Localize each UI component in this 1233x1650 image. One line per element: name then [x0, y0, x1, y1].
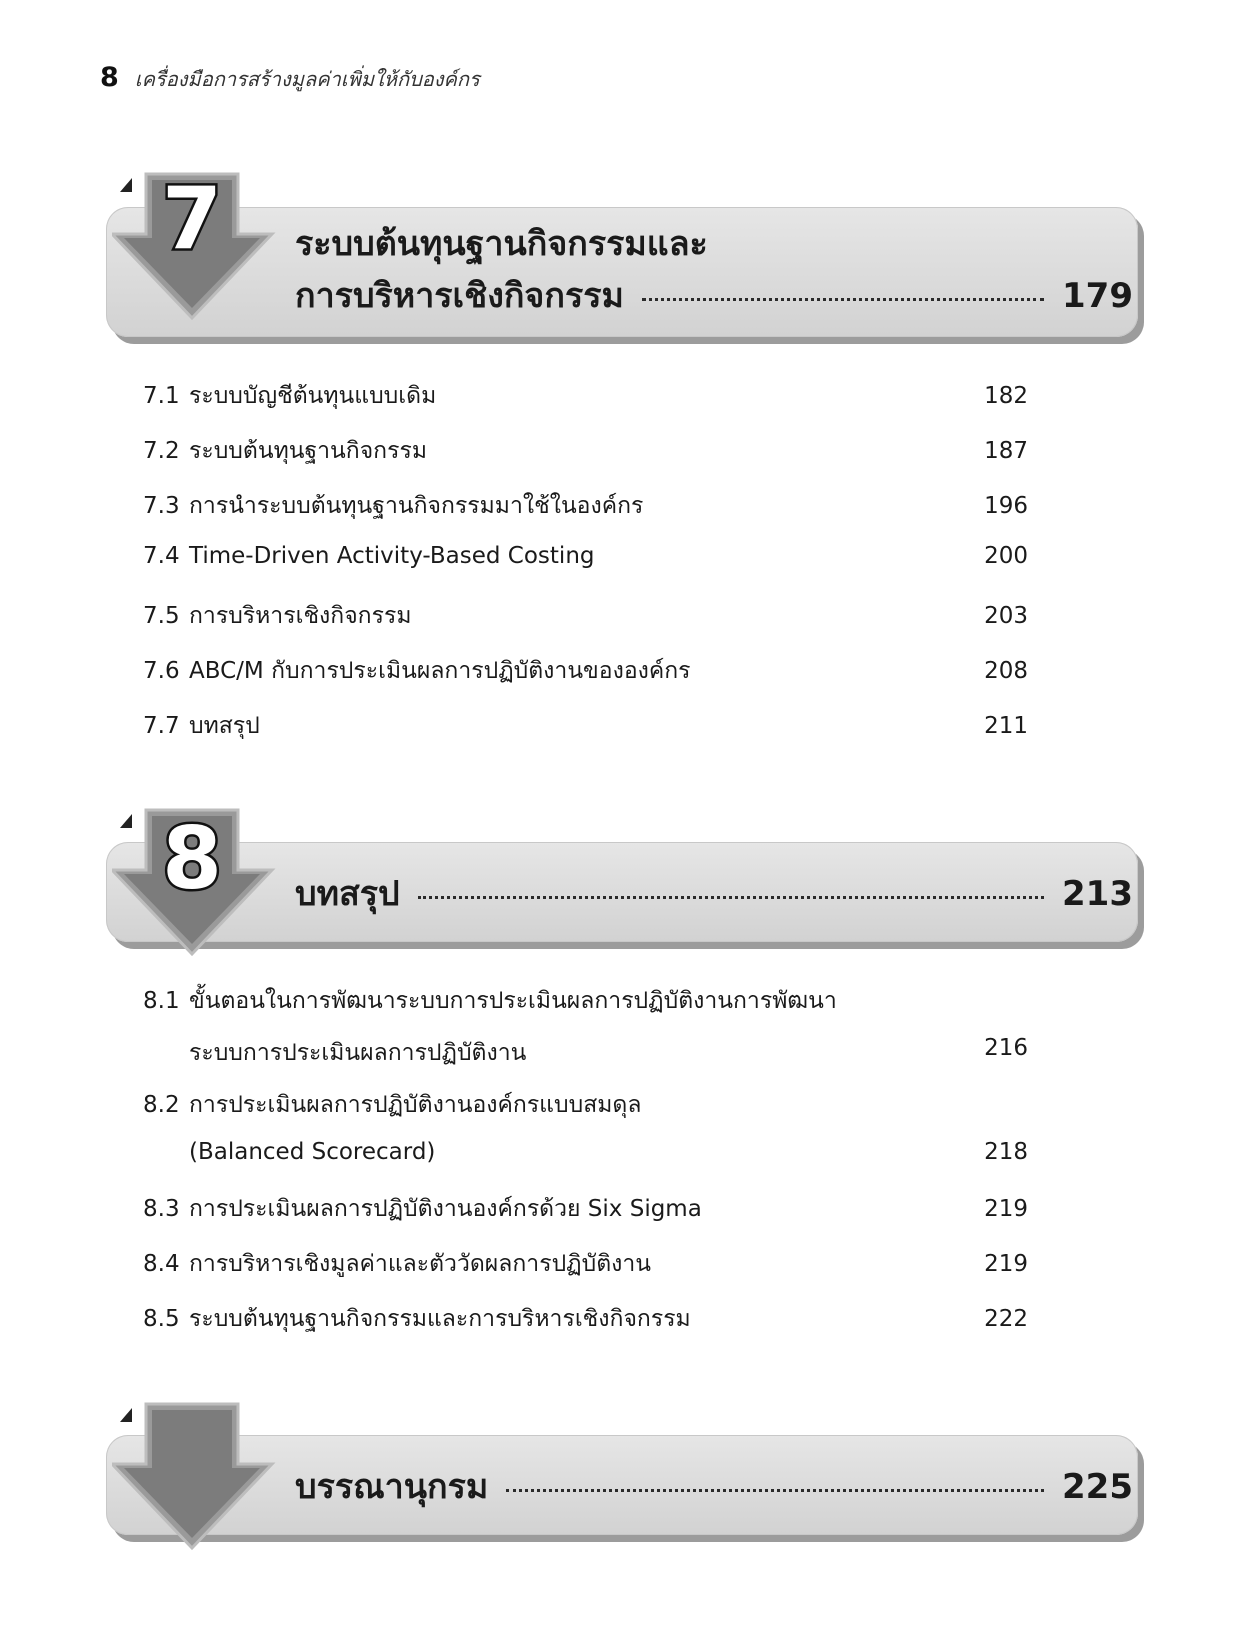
- toc-item-7-3[interactable]: [143, 488, 1028, 543]
- toc-item-7-2[interactable]: [143, 433, 1028, 488]
- toc-item-7-1[interactable]: [143, 378, 1028, 433]
- leader-dots: [642, 298, 1044, 301]
- chapter-8-page: 213: [1062, 874, 1133, 914]
- toc-item-page: 222: [984, 1306, 1028, 1332]
- bibliography-title: [295, 1461, 1133, 1513]
- chapter-7-page: 179: [1062, 276, 1133, 316]
- toc-item-page: 182: [984, 383, 1028, 409]
- toc-item-page: 203: [984, 603, 1028, 629]
- toc-item-8-4[interactable]: [143, 1246, 1028, 1301]
- toc-item-text: ระบบต้นทุนฐานกิจกรรม: [189, 438, 427, 464]
- toc-item-text: ขั้นตอนในการพัฒนาระบบการประเมินผลการปฏิบัติงานการพัฒนา: [189, 988, 837, 1014]
- leader-dots: [418, 896, 1044, 899]
- toc-item-text: การประเมินผลการปฏิบัติงานองค์กรด้วย Six Sigma: [189, 1196, 702, 1222]
- toc-item-8-1[interactable]: [143, 983, 1028, 1087]
- toc-item-number: 8.4: [143, 1251, 180, 1277]
- toc-item-number: 7.1: [143, 383, 180, 409]
- toc-item-text: บทสรุป: [189, 713, 260, 739]
- toc-item-number: 7.2: [143, 438, 180, 464]
- toc-item-text-continued: (Balanced Scorecard): [189, 1139, 436, 1165]
- toc-item-text: ระบบบัญชีต้นทุนแบบเดิม: [189, 383, 437, 409]
- toc-item-page: 219: [984, 1196, 1028, 1222]
- toc-item-7-6[interactable]: [143, 653, 1028, 708]
- toc-item-text: ABC/M กับการประเมินผลการปฏิบัติงานขององค์กร: [189, 658, 691, 684]
- toc-item-text: Time-Driven Activity-Based Costing: [189, 543, 595, 569]
- bibliography-title-text: บรรณานุกรม: [295, 1467, 489, 1507]
- toc-item-number: 7.7: [143, 713, 180, 739]
- toc-item-page: 187: [984, 438, 1028, 464]
- toc-item-7-5[interactable]: [143, 598, 1028, 653]
- toc-item-text: การบริหารเชิงมูลค่าและตัววัดผลการปฏิบัติงาน: [189, 1251, 652, 1277]
- toc-item-7-7[interactable]: [143, 708, 1028, 763]
- toc-item-text: การนำระบบต้นทุนฐานกิจกรรมมาใช้ในองค์กร: [189, 493, 644, 519]
- toc-item-page: 211: [984, 713, 1028, 739]
- chapter-8-title: [295, 868, 1133, 920]
- toc-item-number: 8.5: [143, 1306, 180, 1332]
- toc-item-page: 200: [984, 543, 1028, 569]
- chapter-8-toc: [143, 983, 1028, 1356]
- chapter-7-arrow-icon: [112, 172, 277, 322]
- toc-item-page: 216: [984, 1035, 1028, 1061]
- toc-item-number: 7.4: [143, 543, 180, 569]
- toc-item-text: การบริหารเชิงกิจกรรม: [189, 603, 412, 629]
- toc-item-number: 7.6: [143, 658, 180, 684]
- toc-item-text-continued: ระบบการประเมินผลการปฏิบัติงาน: [189, 1040, 527, 1066]
- toc-item-number: 8.1: [143, 988, 180, 1014]
- toc-item-page: 196: [984, 493, 1028, 519]
- toc-item-text: ระบบต้นทุนฐานกิจกรรมและการบริหารเชิงกิจกรรม: [189, 1306, 691, 1332]
- toc-item-number: 8.3: [143, 1196, 180, 1222]
- chapter-7-number: 7: [162, 172, 222, 269]
- bibliography-page: 225: [1062, 1467, 1133, 1507]
- chapter-7-title: [295, 218, 1133, 322]
- running-header: [100, 62, 480, 95]
- book-title: เครื่องมือการสร้างมูลค่าเพิ่มให้กับองค์กร: [134, 67, 480, 91]
- toc-item-page: 219: [984, 1251, 1028, 1277]
- toc-item-8-5[interactable]: [143, 1301, 1028, 1356]
- bibliography-arrow-icon: [112, 1402, 277, 1552]
- toc-item-number: 8.2: [143, 1092, 180, 1118]
- toc-item-text: การประเมินผลการปฏิบัติงานองค์กรแบบสมดุล: [189, 1092, 642, 1118]
- toc-item-7-4[interactable]: [143, 543, 1028, 598]
- chapter-8-title-line1: บทสรุป: [295, 874, 400, 914]
- toc-item-text-block: [189, 983, 968, 1071]
- chapter-8-arrow-icon: [112, 808, 277, 958]
- chapter-8-number: 8: [162, 809, 222, 909]
- toc-item-number: 7.3: [143, 493, 180, 519]
- leader-dots: [506, 1489, 1044, 1492]
- toc-item-page: 208: [984, 658, 1028, 684]
- toc-item-page: 218: [984, 1139, 1028, 1165]
- toc-item-number: 7.5: [143, 603, 180, 629]
- chapter-7-toc: [143, 378, 1028, 763]
- page-number: 8: [100, 62, 119, 93]
- chapter-7-title-line2: การบริหารเชิงกิจกรรม: [295, 276, 624, 316]
- chapter-7-title-line1: ระบบต้นทุนฐานกิจกรรมและ: [295, 224, 708, 264]
- toc-item-text-block: [189, 1087, 968, 1165]
- toc-item-8-3[interactable]: [143, 1191, 1028, 1246]
- toc-item-8-2[interactable]: [143, 1087, 1028, 1191]
